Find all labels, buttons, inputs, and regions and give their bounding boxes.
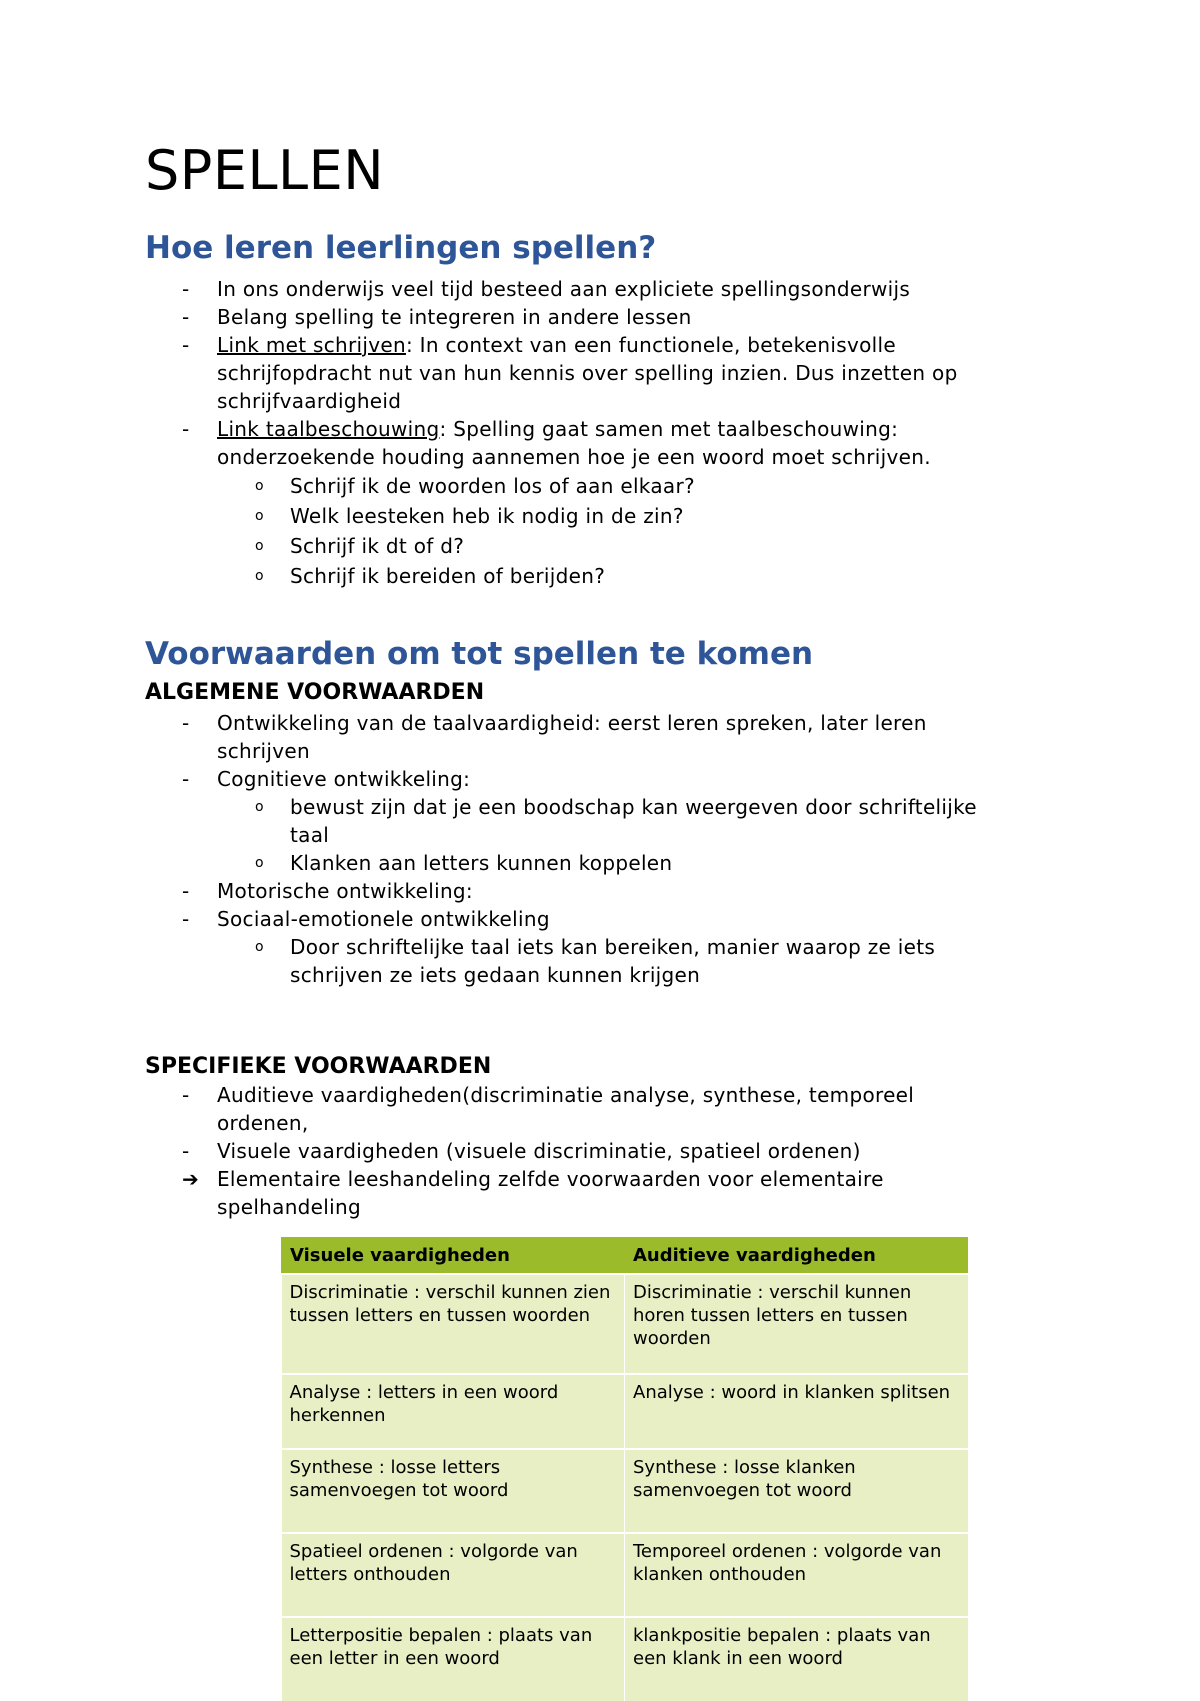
table-cell: Synthese : losse klanken samenvoegen tot woord [625,1449,968,1533]
dash-marker: - [182,1139,190,1163]
table-cell: Spatieel ordenen : volgorde van letters onthouden [282,1533,625,1617]
table-row [282,1274,968,1374]
list-item: - Link met schrijven: In context van een functionele, betekenisvolle schrijfopdracht nut van hun kennis over spelling inzien. Dus inzetten op schrijfvaardigheid [182,333,958,413]
arrow-right-icon: ➔ [182,1167,200,1191]
sub-list-item: o Klanken aan letters kunnen koppelen [255,851,673,875]
dash-marker: - [182,305,190,329]
dash-marker: - [182,1083,190,1107]
list-item: ➔ Elementaire leeshandeling zelfde voorwaarden voor elementaire spelhandeling [182,1167,884,1219]
circle-marker: o [255,478,264,494]
sub-list-item: o Schrijf ik dt of d? [145,531,1045,561]
section-heading-voorwaarden: Voorwaarden om tot spellen te komen [145,636,814,672]
list-item: - Auditieve vaardigheden(discriminatie analyse, synthese, temporeel ordenen, [182,1083,915,1135]
list-item: - Sociaal-emotionele ontwikkeling [182,907,550,931]
list-item: - Belang spelling te integreren in andere lessen [182,305,692,329]
dash-marker: - [182,417,190,441]
circle-marker: o [255,939,264,955]
subheading-specifieke: SPECIFIEKE VOORWAARDEN [145,1054,492,1079]
dash-marker: - [182,711,190,735]
section-heading-hoe-leren: Hoe leren leerlingen spellen? [145,230,657,266]
sub-list-item: o Welk leesteken heb ik nodig in de zin? [145,501,1045,531]
table-cell: Analyse : woord in klanken splitsen [625,1374,968,1449]
list-item: - Motorische ontwikkeling: [182,879,473,903]
dash-marker: - [182,767,190,791]
circle-marker: o [255,855,264,871]
dash-marker: - [182,879,190,903]
dash-marker: - [182,333,190,357]
list-item: - Cognitieve ontwikkeling: [182,767,471,791]
circle-marker: o [255,568,264,584]
table-row [282,1533,968,1617]
table-cell: Analyse : letters in een woord herkennen [282,1374,625,1449]
skills-table [281,1237,968,1701]
table-row [282,1617,968,1701]
list-item: - Visuele vaardigheden (visuele discriminatie, spatieel ordenen) [182,1139,861,1163]
table-header-visuele: Visuele vaardigheden [282,1238,625,1275]
sub-list-item: o bewust zijn dat je een boodschap kan weergeven door schriftelijke taal [255,795,977,847]
dash-marker: - [182,277,190,301]
table-cell: Letterpositie bepalen : plaats van een letter in een woord [282,1617,625,1701]
sub-list-item: o Schrijf ik de woorden los of aan elkaar? [145,471,1045,501]
table-header-row [282,1238,968,1275]
list-item: - Link taalbeschouwing: Spelling gaat samen met taalbeschouwing: onderzoekende houding aannemen hoe je een woord moet schrijven. [182,417,931,469]
table-cell: klankpositie bepalen : plaats van een klank in een woord [625,1617,968,1701]
table-header-auditieve: Auditieve vaardigheden [625,1238,968,1275]
specifieke-list [145,1081,1045,1221]
circle-marker: o [255,508,264,524]
subheading-algemene: ALGEMENE VOORWAARDEN [145,680,485,705]
link-taal-label: Link taalbeschouwing [217,417,440,441]
list-item: - In ons onderwijs veel tijd besteed aan expliciete spellingsonderwijs [182,277,911,301]
table-cell: Temporeel ordenen : volgorde van klanken onthouden [625,1533,968,1617]
circle-marker: o [255,538,264,554]
list-item: - Ontwikkeling van de taalvaardigheid: eerst leren spreken, later leren schrijven [182,711,927,763]
circle-marker: o [255,799,264,815]
algemene-list [145,709,1045,989]
table-row [282,1449,968,1533]
table-cell: Synthese : losse letters samenvoegen tot woord [282,1449,625,1533]
dash-marker: - [182,907,190,931]
link-schrijven-label: Link met schrijven [217,333,406,357]
table-cell: Discriminatie : verschil kunnen zien tussen letters en tussen woorden [282,1274,625,1374]
sub-list-item: o Door schriftelijke taal iets kan bereiken, manier waarop ze iets schrijven ze iets gedaan kunnen krijgen [255,935,936,987]
sub-list-item: o Schrijf ik bereiden of berijden? [145,561,1045,591]
table-cell: Discriminatie : verschil kunnen horen tussen letters en tussen woorden [625,1274,968,1374]
page-title: SPELLEN [145,139,385,202]
section1-list [145,275,1045,591]
table-row [282,1374,968,1449]
